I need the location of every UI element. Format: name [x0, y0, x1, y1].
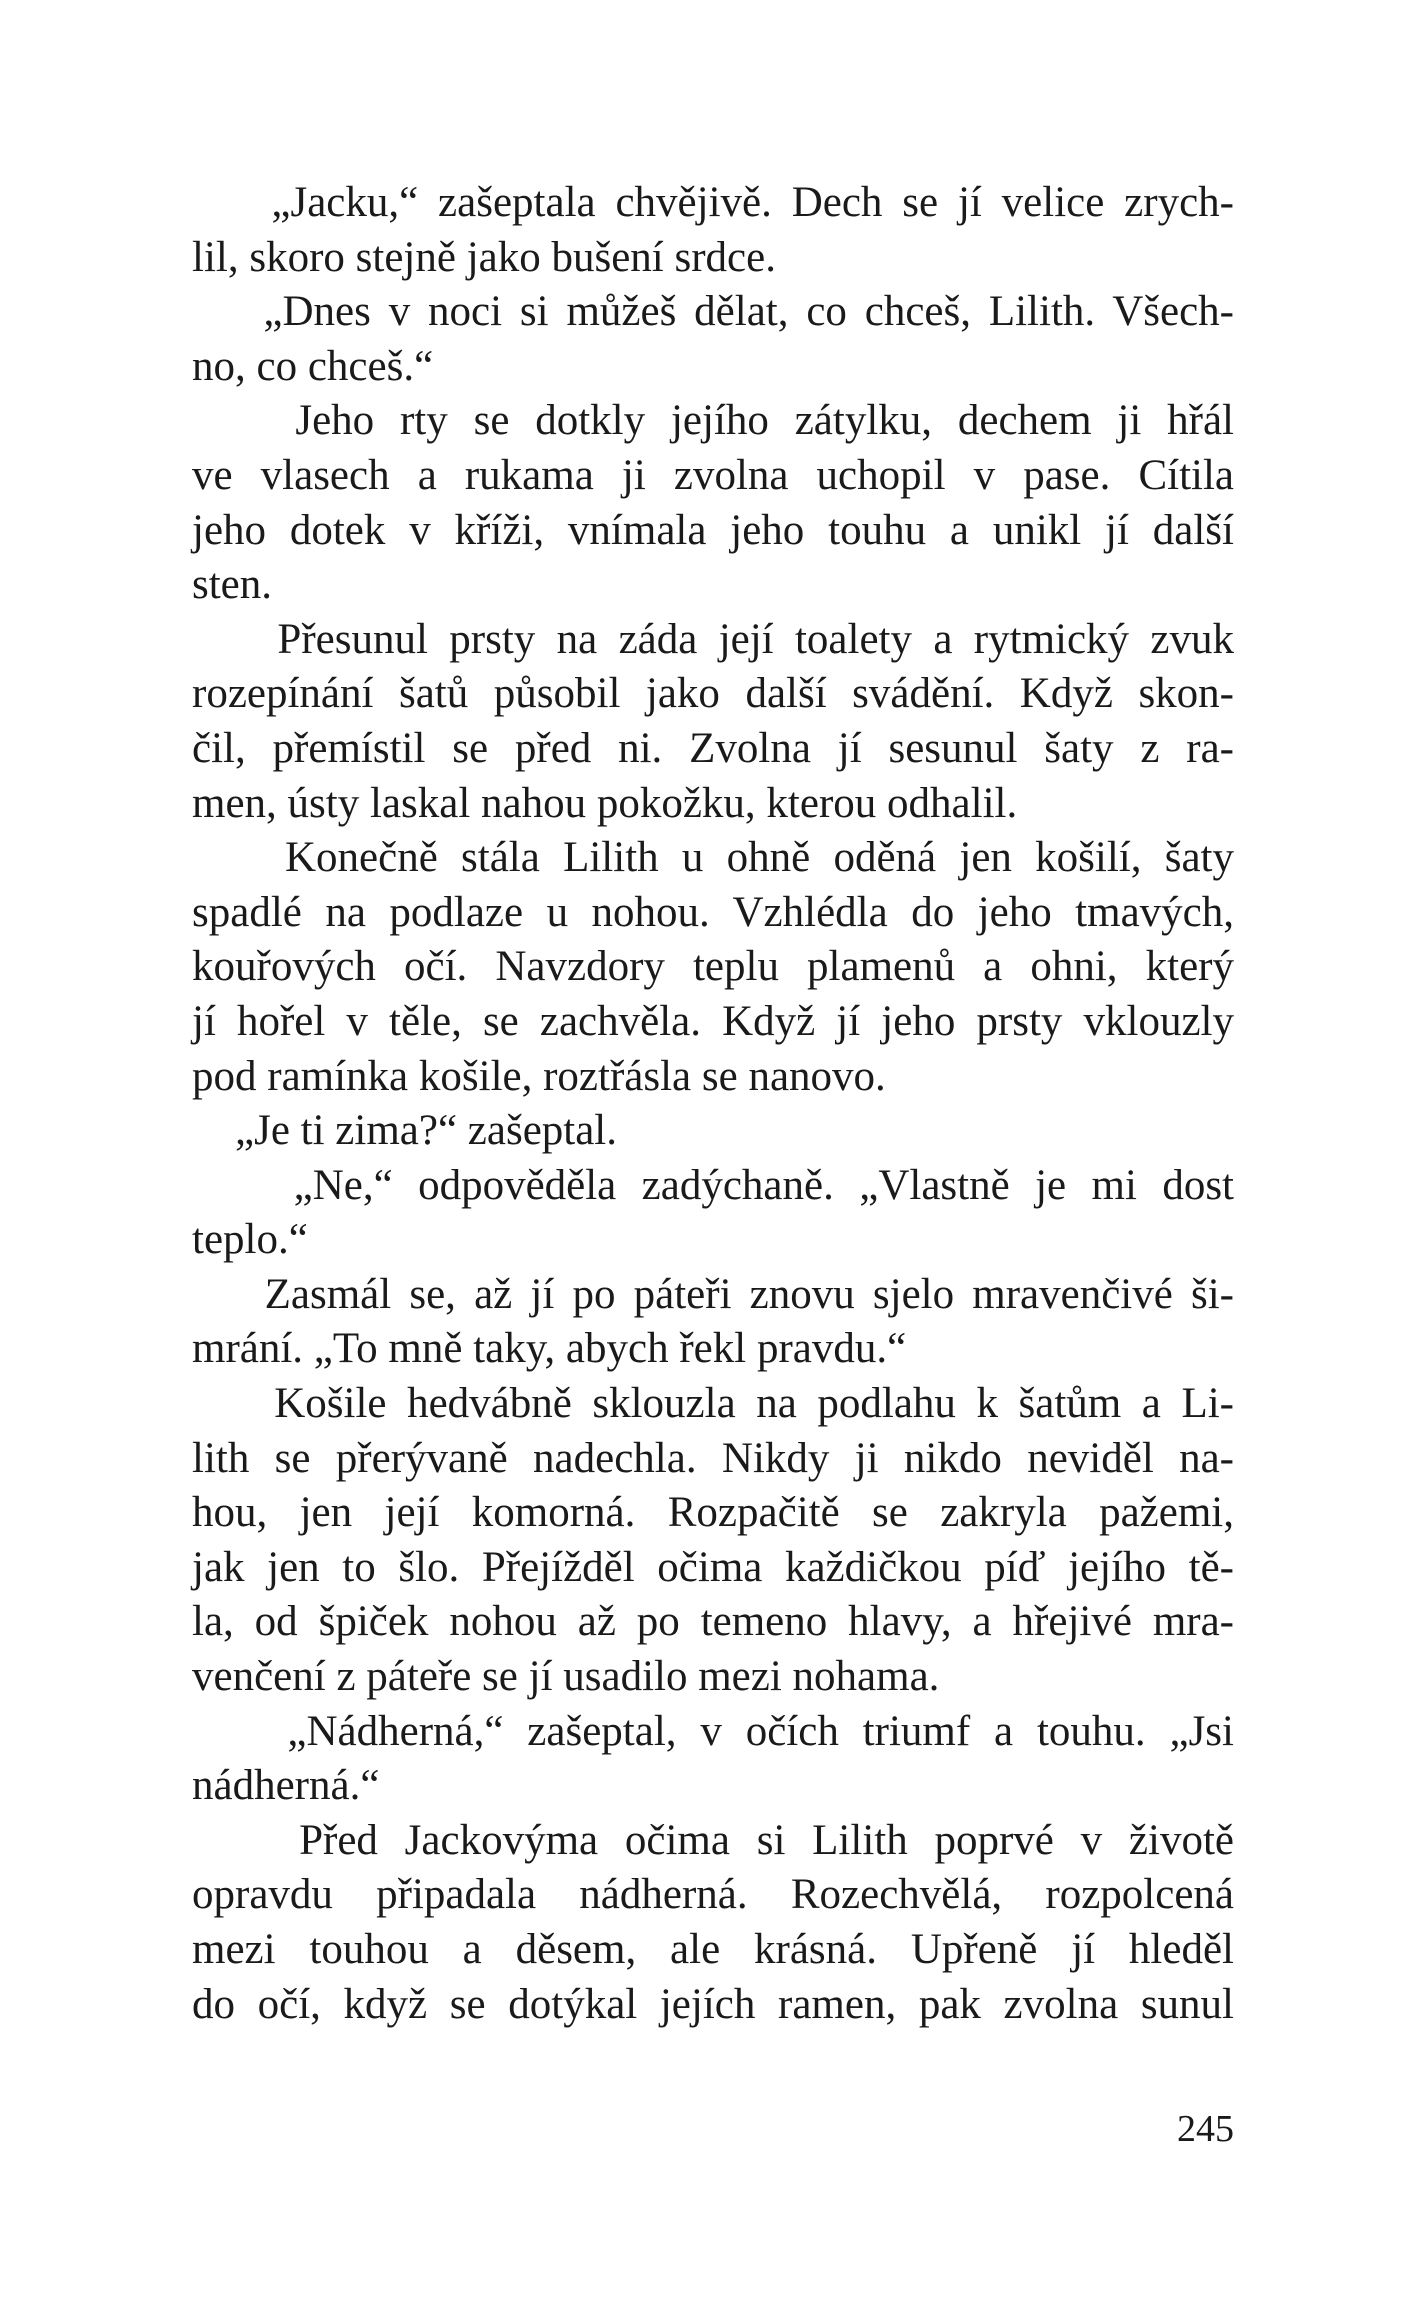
text-line: Zasmál se, až jí po páteři znovu sjelo mravenčivé ši-: [192, 1270, 1234, 1318]
text-line: Jeho rty se dotkly jejího zátylku, dechem ji hřál: [192, 397, 1234, 445]
text-line: men, ústy laskal nahou pokožku, kterou odhalil.: [192, 779, 1018, 827]
text-line: Přesunul prsty na záda její toalety a rytmický zvuk: [192, 615, 1234, 663]
text-line: jí hořel v těle, se zachvěla. Když jí jeho prsty vklouzly: [192, 997, 1234, 1045]
text-line: spadlé na podlaze u nohou. Vzhlédla do jeho tmavých,: [192, 888, 1234, 936]
text-line: mezi touhou a děsem, ale krásná. Upřeně jí hleděl: [192, 1926, 1234, 1973]
text-line: nádherná.“: [192, 1762, 380, 1810]
text-line: „Nádherná,“ zašeptal, v očích triumf a touhu. „Jsi: [192, 1707, 1234, 1755]
text-line: opravdu připadala nádherná. Rozechvělá, rozpolcená: [192, 1871, 1234, 1919]
text-line: kouřových očí. Navzdory teplu plamenů a ohni, který: [192, 943, 1234, 991]
text-line: Před Jackovýma očima si Lilith poprvé v životě: [192, 1816, 1234, 1864]
text-line: jeho dotek v kříži, vnímala jeho touhu a unikl jí další: [192, 506, 1234, 554]
text-line: sten.: [192, 561, 273, 609]
text-line: hou, jen její komorná. Rozpačitě se zakryla pažemi,: [192, 1489, 1234, 1537]
text-line: „Dnes v noci si můžeš dělat, co chceš, Lilith. Všech-: [192, 288, 1234, 336]
text-line: lith se přerývaně nadechla. Nikdy ji nikdo neviděl na-: [192, 1434, 1234, 1482]
text-line: mrání. „To mně taky, abych řekl pravdu.“: [192, 1325, 907, 1373]
text-line: „Jacku,“ zašeptala chvějivě. Dech se jí velice zrych-: [192, 179, 1234, 226]
text-line: no, co chceš.“: [192, 342, 434, 390]
text-line: čil, přemístil se před ni. Zvolna jí sesunul šaty z ra-: [192, 724, 1234, 772]
text-line: „Je ti zima?“ zašeptal.: [192, 1107, 618, 1155]
text-line: „Ne,“ odpověděla zadýchaně. „Vlastně je mi dost: [192, 1161, 1234, 1209]
text-line: Konečně stála Lilith u ohně oděná jen košilí, šaty: [192, 834, 1234, 882]
body-text: [192, 176, 1234, 2032]
text-line: lil, skoro stejně jako bušení srdce.: [192, 233, 776, 281]
text-line: do očí, když se dotýkal jejích ramen, pak zvolna sunul: [192, 1980, 1234, 2028]
page-number: 245: [1177, 2108, 1234, 2150]
text-line: pod ramínka košile, roztřásla se nanovo.: [192, 1052, 886, 1100]
text-line: ve vlasech a rukama ji zvolna uchopil v pase. Cítila: [192, 451, 1234, 499]
text-line: Košile hedvábně sklouzla na podlahu k šatům a Li-: [192, 1380, 1234, 1428]
text-line: teplo.“: [192, 1216, 308, 1264]
text-line: la, od špiček nohou až po temeno hlavy, a hřejivé mra-: [192, 1598, 1234, 1646]
text-line: venčení z páteře se jí usadilo mezi nohama.: [192, 1653, 940, 1701]
text-line: jak jen to šlo. Přejížděl očima každičkou píď jejího tě-: [192, 1543, 1234, 1591]
text-line: rozepínání šatů působil jako další svádění. Když skon-: [192, 670, 1234, 718]
